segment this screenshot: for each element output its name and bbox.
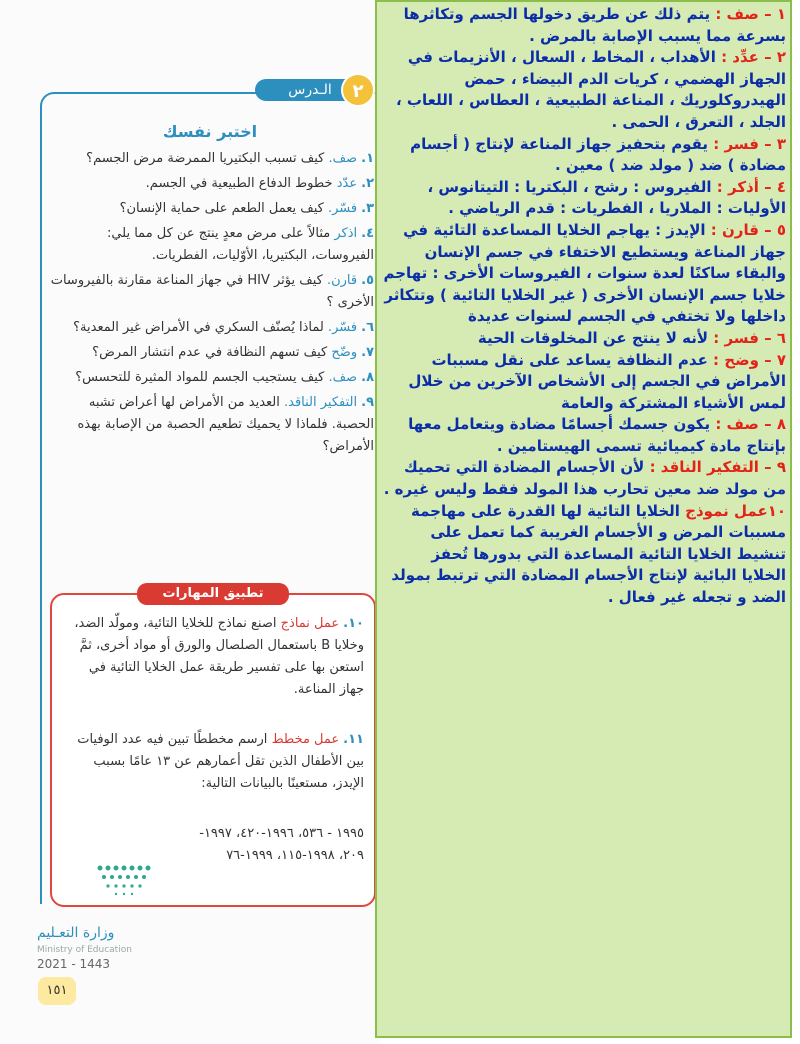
skill-item-10: ١٠.عمل نماذج اصنع نماذج للخلايا التائية، ومولّد الضد، وخلايا B باستعمال الصلصال والورق أو مواد أخرى، ثمَّ استعن بها على تفسير طريقة عمل الخلايا التائية في جهاز المناعة. — [74, 616, 364, 697]
lesson-label: الـدرس — [255, 79, 365, 101]
question-item: ٥.قارن. كيف يؤثر HIV في جهاز المناعة مقارنة بالفيروسات الأخرى ؟ — [50, 273, 374, 310]
answer-item: ٩ – التفكير الناقد : لأن الأجسام المضادة التي تحميك من مولد ضد معين تحارب هذا المولد فقط وليس غيره . — [383, 458, 786, 499]
question-item: ٦.فسّر. لماذا يُصنّف السكري في الأمراض غير المعدية؟ — [73, 320, 374, 335]
question-item: ١.صف. كيف تسبب البكتيريا الممرضة مرض الجسم؟ — [86, 151, 374, 166]
question-list — [48, 148, 374, 461]
question-item: ٧.وضّح كيف تسهم النظافة في عدم انتشار المرض؟ — [92, 345, 374, 360]
answer-item: ١٠عمل نموذج الخلايا التائية لها القدرة على مهاجمة مسببات المرض و الأجسام الغريبة كما تعمل على تنشيط الخلايا التائية المساعدة التي بدورها تُحفز الخلايا البائية لإنتاج الأجسام المضادة التي ترتبط بمولد الضد و تجعله غير فعال . — [391, 501, 786, 607]
lesson-number: ٢ — [341, 73, 375, 107]
test-yourself-title: اختبر نفسك — [162, 122, 258, 141]
answer-item: ٤ – أذكر : الفيروس : رشح ، البكتريا : التيتانوس ، الأوليات : الملاريا ، الفطريات : قدم الرياضي . — [427, 177, 786, 218]
ministry-name-en: Ministry of Education — [37, 945, 132, 955]
lesson-ribbon — [255, 73, 375, 107]
answer-item: ١ – صف : يتم ذلك عن طريق دخولها الجسم وتكاثرها بسرعة مما يسبب الإصابة بالمرض . — [403, 5, 786, 45]
question-item: ٢.عدّد خطوط الدفاع الطبيعية في الجسم. — [145, 176, 374, 191]
question-item: ٤.اذكر مثالاً على مرض معدٍ ينتج عن كل مما يلي: الفيروسات، البكتيريا، الأوّليات، الفطريات. — [106, 226, 374, 263]
apply-skills-title: تطبيق المهارات — [137, 583, 289, 605]
answer-text — [383, 4, 786, 609]
data-line: ١٩٩٥ - ٥٣٦، ١٩٩٦-٤٢٠، ١٩٩٧- — [199, 826, 364, 841]
answer-item: ٣ – فسر : يقوم بتحفيز جهاز المناعة لإنتاج ( أجسام مضادة ) ضد ( مولد ضد ) معين . — [410, 134, 786, 175]
answer-item: ٨ – صف : يكون جسمك أجسامًا مضادة ويتعامل معها بإنتاج مادة كيميائية تسمى الهيستامين . — [408, 415, 786, 455]
edition-year: 2021 - 1443 — [37, 957, 111, 971]
question-item: ٩.التفكير الناقد. العديد من الأمراض لها أعراض تشبه الحصبة. فلماذا لا يحميك تطعيم الحصبة من الإصابة بهذه الأمراض؟ — [77, 395, 374, 454]
answer-item: ٧ – وضح : عدم النظافة يساعد على نقل مسببات الأمراض في الجسم إلى الأشخاص الآخرين من خلال لمس الأشياء المشتركة والعامة — [408, 350, 786, 412]
skill-item-11: ١١.عمل مخطط ارسم مخططًا تبين فيه عدد الوفيات بين الأطفال الذين تقل أعمارهم عن ١٣ عامًا بسبب الإيدز، مستعينًا بالبيانات التالية: — [77, 732, 364, 791]
page-number: ١٥١ — [38, 977, 76, 1005]
question-item: ٨.صف. كيف يستجيب الجسم للمواد المثيرة للتحسس؟ — [75, 370, 374, 385]
answer-item: ٦ – فسر : لأنه لا ينتج عن المخلوقات الحية — [477, 328, 786, 347]
data-line: ٢٠٩، ١٩٩٨-١١٥، ١٩٩٩-٧٦ — [226, 848, 364, 863]
question-item: ٣.فسّر. كيف يعمل الطعم على حماية الإنسان؟ — [119, 201, 374, 216]
ministry-dots-logo — [95, 860, 165, 900]
answer-item: ٢ – عدِّد : الأهداب ، المخاط ، السعال ، الأنزيمات في الجهاز الهضمي ، كريات الدم البيضاء ، حمض الهيدروكلوريك ، المناعة الطبيعية ، العطاس ، اللعاب ، الجلد ، التعرق ، الحمى . — [396, 48, 786, 131]
answer-item: ٥ – قارن : الإيدز : يهاجم الخلايا المساعدة التائية في جهاز المناعة ويستطيع الاختفاء في جسم الإنسان والبقاء ساكنًا لعدة سنوات ، الفيروسات الأخرى : تهاجم خلايا جسم الإنسان الأخرى ( غير الخلايا التائية ) وتتكاثر داخلها ولا تختفي في الجسم لسنوات عديدة — [383, 220, 786, 326]
ministry-name-ar: وزارة التعـليم — [37, 925, 115, 941]
textbook-page — [0, 0, 380, 1044]
